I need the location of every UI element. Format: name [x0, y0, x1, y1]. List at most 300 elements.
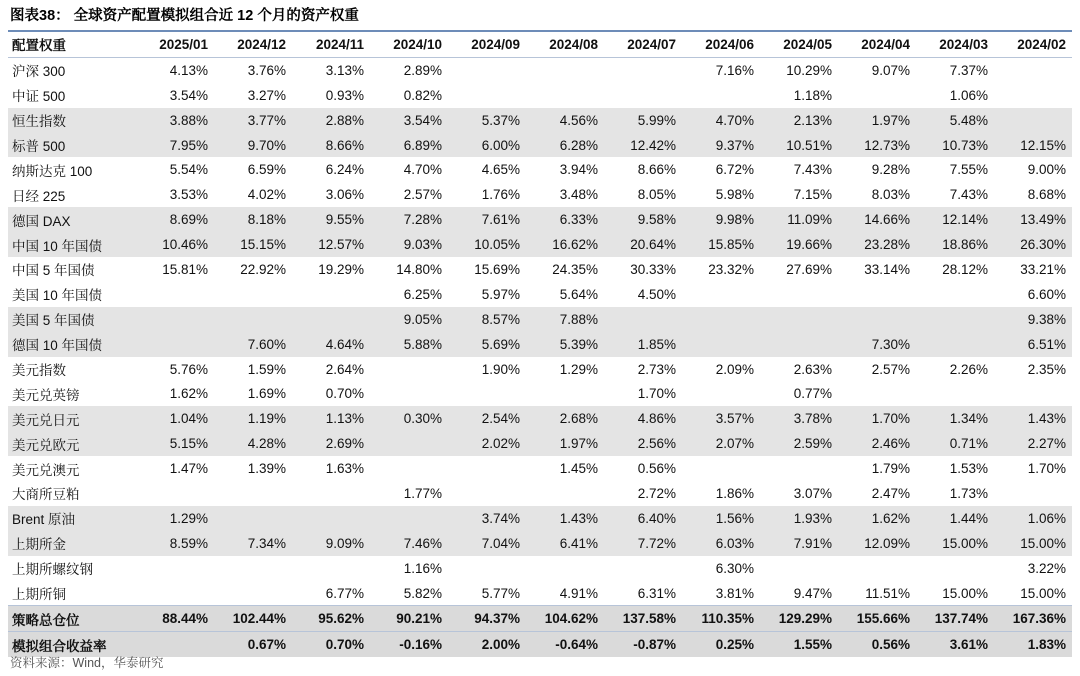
weight-cell: 5.39%	[526, 332, 604, 357]
table-row	[8, 232, 1072, 257]
weight-cell	[448, 381, 526, 406]
weight-cell: 137.74%	[916, 606, 994, 632]
weight-cell: 7.55%	[949, 162, 988, 178]
weight-cell	[136, 556, 214, 581]
column-header: 2024/08	[526, 32, 604, 57]
weight-cell: 1.62%	[169, 386, 208, 402]
weight-cell: 6.31%	[637, 585, 676, 601]
weight-cell: 3.53%	[169, 187, 208, 203]
weight-cell	[526, 57, 604, 82]
weight-cell: 23.28%	[838, 232, 916, 257]
weight-cell: 7.04%	[448, 531, 526, 556]
weight-cell: 155.66%	[838, 606, 916, 632]
column-header: 2024/12	[214, 32, 292, 57]
weight-cell: 7.61%	[448, 207, 526, 232]
weight-cell: 8.03%	[871, 187, 910, 203]
weight-cell: 22.92%	[240, 261, 286, 277]
weight-cell: 2.57%	[871, 361, 910, 377]
weight-cell: 5.99%	[604, 108, 682, 133]
weight-cell: 6.41%	[526, 531, 604, 556]
weight-cell	[292, 307, 370, 332]
weight-cell: 7.34%	[214, 531, 292, 556]
weight-cell: 14.66%	[838, 207, 916, 232]
row-label: 日经 225	[12, 188, 66, 204]
weight-cell: 3.81%	[715, 585, 754, 601]
weight-cell	[370, 381, 448, 406]
table-row	[8, 157, 1072, 182]
weight-cell: 1.29%	[559, 361, 598, 377]
weight-cell: 3.57%	[682, 406, 760, 431]
weight-cell	[760, 282, 838, 307]
weight-cell: 15.00%	[916, 531, 994, 556]
column-header: 2024/06	[682, 32, 760, 57]
weight-cell: 4.50%	[637, 286, 676, 302]
weight-cell: 12.57%	[292, 232, 370, 257]
weight-cell: 5.37%	[448, 108, 526, 133]
weight-cell: 13.49%	[994, 207, 1072, 232]
weight-cell: 129.29%	[760, 606, 838, 632]
weight-cell: 2.35%	[1027, 361, 1066, 377]
weight-cell: 7.95%	[136, 133, 214, 158]
weight-cell: 4.02%	[247, 187, 286, 203]
weight-cell: 8.05%	[637, 187, 676, 203]
weight-cell: 24.35%	[552, 261, 598, 277]
column-header: 2024/10	[370, 32, 448, 57]
row-label: 美国 5 年国债	[8, 307, 136, 332]
weight-cell: 167.36%	[994, 606, 1072, 632]
column-header: 2024/05	[760, 32, 838, 57]
weight-cell	[682, 83, 760, 108]
weight-cell: 15.81%	[162, 261, 208, 277]
weight-cell	[448, 456, 526, 481]
weight-cell: 33.21%	[1020, 261, 1066, 277]
row-label: 策略总仓位	[8, 606, 136, 632]
table-row	[8, 57, 1072, 82]
table-row	[8, 531, 1072, 556]
weight-cell	[838, 307, 916, 332]
weight-cell	[916, 332, 994, 357]
weight-cell: 19.29%	[318, 261, 364, 277]
weight-cell: 8.69%	[136, 207, 214, 232]
weight-cell: 1.43%	[526, 506, 604, 531]
row-label: 中证 500	[12, 89, 66, 105]
weight-cell	[682, 456, 760, 481]
weight-cell: 102.44%	[214, 606, 292, 632]
column-header: 2024/04	[838, 32, 916, 57]
weight-cell: 1.16%	[403, 560, 442, 576]
weight-cell: 15.15%	[214, 232, 292, 257]
weight-cell: 8.66%	[292, 133, 370, 158]
column-header: 2024/02	[994, 32, 1072, 57]
weight-cell: 4.91%	[559, 585, 598, 601]
weight-cell: 23.32%	[708, 261, 754, 277]
weight-cell	[838, 381, 916, 406]
weight-cell: 3.94%	[559, 162, 598, 178]
weight-cell: 1.76%	[481, 187, 520, 203]
weight-cell: 1.44%	[916, 506, 994, 531]
weight-cell	[604, 57, 682, 82]
weight-cell	[448, 83, 526, 108]
weight-cell: 94.37%	[448, 606, 526, 632]
weight-cell	[604, 83, 682, 108]
weight-cell: 1.45%	[559, 461, 598, 477]
weight-cell: 1.83%	[994, 632, 1072, 657]
weight-cell	[370, 357, 448, 382]
weight-cell	[370, 506, 448, 531]
table-row	[8, 332, 1072, 357]
weight-cell: 12.73%	[838, 133, 916, 158]
weight-cell: 1.63%	[325, 461, 364, 477]
figure-title: 图表38： 全球资产配置模拟组合近 12 个月的资产权重	[10, 8, 359, 24]
row-label: 中国 5 年国债	[12, 263, 95, 279]
weight-cell: 30.33%	[630, 261, 676, 277]
weight-cell: 10.29%	[786, 62, 832, 78]
weight-cell: 1.13%	[292, 406, 370, 431]
weight-cell: 10.73%	[916, 133, 994, 158]
weight-cell: 5.15%	[136, 431, 214, 456]
weight-cell: 6.51%	[994, 332, 1072, 357]
weight-cell: 3.74%	[448, 506, 526, 531]
weight-cell	[448, 556, 526, 581]
weight-cell: 1.39%	[247, 461, 286, 477]
weight-cell	[760, 332, 838, 357]
column-header: 2024/07	[604, 32, 682, 57]
weight-cell: 1.06%	[949, 87, 988, 103]
weight-cell: 2.73%	[637, 361, 676, 377]
weight-cell: 2.68%	[526, 406, 604, 431]
weight-cell: 7.28%	[370, 207, 448, 232]
weight-cell: 7.88%	[526, 307, 604, 332]
weight-cell	[760, 556, 838, 581]
weight-cell: 2.07%	[682, 431, 760, 456]
weight-cell: 6.00%	[448, 133, 526, 158]
weight-cell	[994, 83, 1072, 108]
weight-cell: 7.30%	[838, 332, 916, 357]
weight-cell: 19.66%	[760, 232, 838, 257]
weight-cell: 6.03%	[682, 531, 760, 556]
weight-cell: 6.72%	[715, 162, 754, 178]
weight-cell: 9.70%	[214, 133, 292, 158]
weight-cell: 2.09%	[715, 361, 754, 377]
row-label: 德国 10 年国债	[8, 332, 136, 357]
weight-cell: 3.61%	[916, 632, 994, 657]
table-row	[8, 506, 1072, 531]
weight-cell: 0.82%	[403, 87, 442, 103]
weight-cell: 2.02%	[448, 431, 526, 456]
weight-cell: 2.47%	[871, 485, 910, 501]
weight-cell: 15.00%	[1020, 585, 1066, 601]
weight-cell: 9.09%	[292, 531, 370, 556]
row-label: 中国 10 年国债	[8, 232, 136, 257]
weight-cell: 2.69%	[292, 431, 370, 456]
weight-cell: 6.25%	[403, 286, 442, 302]
weight-cell: 1.90%	[481, 361, 520, 377]
table-row	[8, 133, 1072, 158]
table-row	[8, 83, 1072, 108]
weight-cell: 2.46%	[838, 431, 916, 456]
weight-cell: 137.58%	[604, 606, 682, 632]
weight-cell: 16.62%	[526, 232, 604, 257]
weight-cell: 2.57%	[403, 187, 442, 203]
weight-cell: 9.05%	[370, 307, 448, 332]
weight-cell: 4.86%	[604, 406, 682, 431]
weight-cell: 2.88%	[292, 108, 370, 133]
weight-cell	[526, 556, 604, 581]
weight-cell: 5.88%	[370, 332, 448, 357]
weight-cell: 1.70%	[1027, 461, 1066, 477]
weight-cell	[214, 556, 292, 581]
table-row	[8, 481, 1072, 506]
weight-cell: 90.21%	[370, 606, 448, 632]
table-row	[8, 207, 1072, 232]
table-row	[8, 632, 1072, 657]
weight-cell	[526, 481, 604, 506]
weight-cell: 2.56%	[604, 431, 682, 456]
asset-weight-table	[8, 32, 1072, 657]
label-column-header: 配置权重	[8, 32, 136, 57]
weight-cell: 1.70%	[637, 386, 676, 402]
weight-cell	[214, 307, 292, 332]
weight-cell: 3.27%	[247, 87, 286, 103]
weight-cell: 1.43%	[994, 406, 1072, 431]
table-row	[8, 108, 1072, 133]
weight-cell	[214, 481, 292, 506]
weight-cell: 7.15%	[793, 187, 832, 203]
weight-cell: 8.59%	[136, 531, 214, 556]
weight-cell: 0.56%	[637, 461, 676, 477]
weight-cell: 10.46%	[136, 232, 214, 257]
weight-cell: 11.51%	[865, 585, 910, 601]
table-row	[8, 606, 1072, 632]
weight-cell: 6.89%	[370, 133, 448, 158]
weight-cell	[448, 57, 526, 82]
weight-cell: 15.00%	[994, 531, 1072, 556]
column-header: 2024/11	[292, 32, 370, 57]
weight-cell: 6.28%	[526, 133, 604, 158]
weight-cell: 2.72%	[637, 485, 676, 501]
weight-cell	[604, 307, 682, 332]
weight-cell	[214, 581, 292, 606]
row-label: 美元兑澳元	[12, 462, 80, 478]
weight-cell	[526, 381, 604, 406]
weight-cell: 2.64%	[325, 361, 364, 377]
row-label: 美元兑日元	[8, 406, 136, 431]
weight-cell: 20.64%	[604, 232, 682, 257]
weight-cell: 7.43%	[949, 187, 988, 203]
weight-cell: 3.77%	[214, 108, 292, 133]
weight-cell: -0.16%	[370, 632, 448, 657]
weight-cell	[136, 307, 214, 332]
weight-cell	[838, 282, 916, 307]
weight-cell: 26.30%	[994, 232, 1072, 257]
weight-cell: 3.78%	[760, 406, 838, 431]
weight-cell: 11.09%	[760, 207, 838, 232]
weight-cell	[994, 381, 1072, 406]
weight-cell: 1.53%	[949, 461, 988, 477]
table-row	[8, 307, 1072, 332]
row-label: 纳斯达克 100	[12, 163, 93, 179]
weight-cell: 0.71%	[916, 431, 994, 456]
weight-cell: 1.47%	[169, 461, 208, 477]
weight-cell: 7.16%	[715, 62, 754, 78]
weight-cell: 1.06%	[994, 506, 1072, 531]
weight-cell: 9.38%	[994, 307, 1072, 332]
weight-cell: 0.93%	[325, 87, 364, 103]
weight-cell: 15.85%	[682, 232, 760, 257]
weight-cell: 2.27%	[994, 431, 1072, 456]
weight-cell	[292, 506, 370, 531]
row-label: 美元兑欧元	[8, 431, 136, 456]
weight-cell	[682, 282, 760, 307]
weight-cell: 0.77%	[793, 386, 832, 402]
row-label: 美元兑英镑	[12, 387, 80, 403]
weight-cell: 8.57%	[448, 307, 526, 332]
table-row	[8, 431, 1072, 456]
row-label: 美元指数	[12, 363, 66, 379]
table-row	[8, 282, 1072, 307]
weight-cell: 1.85%	[604, 332, 682, 357]
weight-cell	[370, 431, 448, 456]
table-body	[8, 57, 1072, 657]
weight-cell	[838, 556, 916, 581]
weight-cell: 9.03%	[370, 232, 448, 257]
column-header: 2024/03	[916, 32, 994, 57]
row-label: 模拟组合收益率	[8, 632, 136, 657]
weight-cell: 1.70%	[838, 406, 916, 431]
weight-cell: 5.82%	[403, 585, 442, 601]
weight-cell: 15.00%	[942, 585, 988, 601]
weight-cell: 3.88%	[136, 108, 214, 133]
weight-cell: 2.00%	[448, 632, 526, 657]
weight-cell: 1.34%	[916, 406, 994, 431]
weight-cell: 6.24%	[325, 162, 364, 178]
weight-cell	[136, 581, 214, 606]
weight-cell	[604, 556, 682, 581]
weight-cell: 2.26%	[949, 361, 988, 377]
weight-cell: 12.15%	[994, 133, 1072, 158]
table-row	[8, 257, 1072, 282]
weight-cell: 7.37%	[949, 62, 988, 78]
weight-cell: 1.56%	[682, 506, 760, 531]
weight-cell: 1.73%	[949, 485, 988, 501]
weight-cell: 5.97%	[481, 286, 520, 302]
weight-cell: 10.51%	[760, 133, 838, 158]
table-row	[8, 381, 1072, 406]
weight-cell	[370, 456, 448, 481]
weight-cell	[838, 83, 916, 108]
weight-cell: 9.98%	[682, 207, 760, 232]
weight-cell	[916, 307, 994, 332]
weight-cell: 4.64%	[292, 332, 370, 357]
weight-cell: 8.68%	[1027, 187, 1066, 203]
weight-cell	[760, 456, 838, 481]
weight-cell: 10.05%	[448, 232, 526, 257]
weight-cell: 28.12%	[942, 261, 988, 277]
weight-cell: 9.55%	[292, 207, 370, 232]
weight-cell	[682, 307, 760, 332]
weight-cell	[526, 83, 604, 108]
weight-cell: 1.69%	[247, 386, 286, 402]
weight-cell: 9.00%	[1027, 162, 1066, 178]
weight-cell	[292, 481, 370, 506]
weight-cell: 9.58%	[604, 207, 682, 232]
table-row	[8, 456, 1072, 481]
weight-cell: 18.86%	[916, 232, 994, 257]
weight-cell	[916, 381, 994, 406]
weight-cell	[994, 57, 1072, 82]
weight-cell: 15.69%	[474, 261, 520, 277]
row-label: 上期所螺纹钢	[12, 562, 93, 578]
weight-cell: 6.40%	[604, 506, 682, 531]
weight-cell: 12.42%	[604, 133, 682, 158]
row-label: 大商所豆粕	[12, 487, 80, 503]
weight-cell: 88.44%	[136, 606, 214, 632]
row-label: 上期所铜	[12, 587, 66, 603]
weight-cell: 9.47%	[793, 585, 832, 601]
weight-cell: 5.64%	[559, 286, 598, 302]
row-label: 沪深 300	[12, 64, 66, 80]
weight-cell: 5.76%	[169, 361, 208, 377]
weight-cell: 4.56%	[526, 108, 604, 133]
weight-cell: 1.62%	[838, 506, 916, 531]
weight-cell: 0.70%	[292, 632, 370, 657]
weight-cell	[448, 481, 526, 506]
weight-cell: 1.29%	[136, 506, 214, 531]
column-header: 2025/01	[136, 32, 214, 57]
weight-cell: 95.62%	[292, 606, 370, 632]
weight-cell: 1.97%	[526, 431, 604, 456]
weight-cell: 4.13%	[169, 62, 208, 78]
row-label: Brent 原油	[8, 506, 136, 531]
row-label: 美国 10 年国债	[12, 288, 103, 304]
weight-cell: 3.13%	[325, 62, 364, 78]
row-label: 标普 500	[8, 133, 136, 158]
weight-cell: 1.59%	[247, 361, 286, 377]
weight-cell: 5.48%	[916, 108, 994, 133]
weight-cell	[136, 282, 214, 307]
weight-cell: 3.76%	[247, 62, 286, 78]
column-header: 2024/09	[448, 32, 526, 57]
weight-cell: 1.19%	[214, 406, 292, 431]
weight-cell: 7.60%	[214, 332, 292, 357]
weight-cell: 5.69%	[448, 332, 526, 357]
weight-cell: 8.66%	[637, 162, 676, 178]
weight-cell: 6.59%	[247, 162, 286, 178]
weight-cell: 2.54%	[448, 406, 526, 431]
table-row	[8, 581, 1072, 606]
weight-cell: 6.77%	[325, 585, 364, 601]
weight-cell: 1.55%	[760, 632, 838, 657]
weight-cell: 1.18%	[793, 87, 832, 103]
weight-cell: 3.22%	[1027, 560, 1066, 576]
weight-cell: 4.70%	[403, 162, 442, 178]
weight-cell: 4.65%	[481, 162, 520, 178]
weight-cell: 9.28%	[871, 162, 910, 178]
weight-cell: 14.80%	[396, 261, 442, 277]
weight-cell: 4.28%	[214, 431, 292, 456]
source-note: 资料来源：Wind，华泰研究	[10, 656, 164, 670]
weight-cell: -0.64%	[526, 632, 604, 657]
weight-cell	[292, 556, 370, 581]
weight-cell: 3.07%	[793, 485, 832, 501]
weight-cell: 2.59%	[760, 431, 838, 456]
weight-cell: 3.48%	[559, 187, 598, 203]
weight-cell	[916, 282, 994, 307]
weight-cell	[916, 556, 994, 581]
weight-cell	[682, 381, 760, 406]
row-label: 德国 DAX	[8, 207, 136, 232]
weight-cell: 4.70%	[682, 108, 760, 133]
